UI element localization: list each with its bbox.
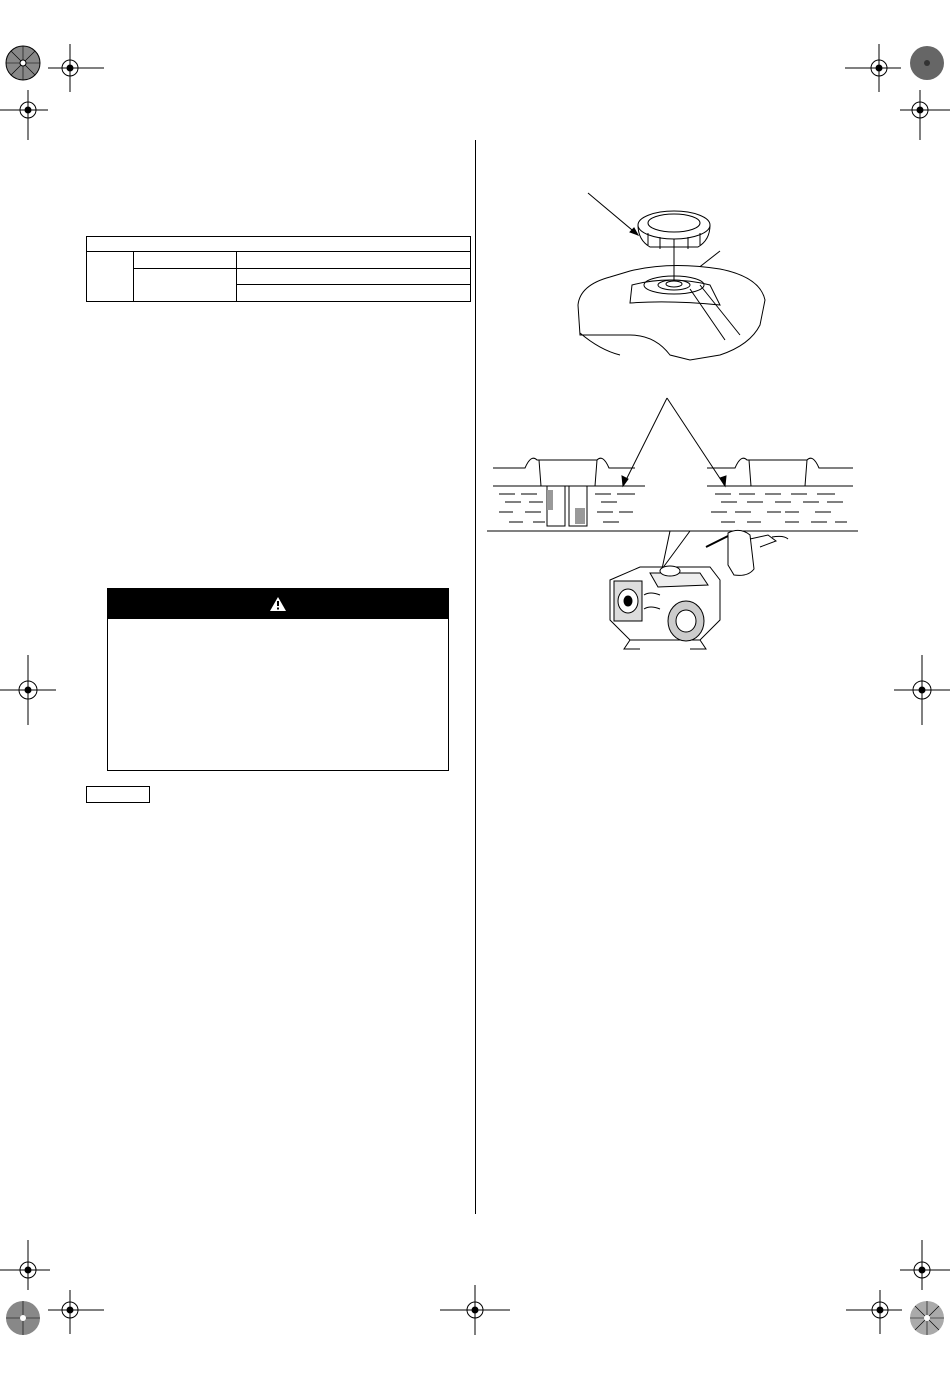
warning-header — [108, 589, 448, 619]
pointer-left — [623, 398, 667, 486]
column-divider — [475, 140, 476, 1214]
pointer-right — [667, 398, 725, 486]
registration-mark-right-middle-cross — [894, 655, 950, 725]
leader-line-cap — [588, 193, 638, 235]
warning-triangle-icon — [269, 596, 287, 612]
registration-mark-bottom-right-cross — [894, 1240, 950, 1290]
spec-table-row-label — [87, 252, 134, 301]
engine-refuel-illustration — [600, 525, 790, 655]
registration-mark-bottom-right-target — [840, 1290, 950, 1350]
registration-mark-right-upper-cross — [900, 90, 950, 140]
registration-mark-left-middle-cross — [0, 655, 56, 725]
spec-table-cell-b — [237, 252, 470, 269]
registration-mark-top-right-cross — [845, 44, 905, 94]
spec-table-cell-a — [134, 252, 237, 269]
registration-mark-bottom-left-cross — [0, 1240, 56, 1290]
registration-mark-top-left-cross — [48, 44, 108, 94]
registration-mark-left-upper-cross — [0, 90, 50, 140]
spec-table — [86, 236, 471, 302]
fuel-tank-cap-illustration — [570, 185, 780, 365]
notice-box — [86, 786, 150, 803]
fuel-level-illustration — [485, 390, 860, 540]
warning-box — [107, 588, 449, 771]
registration-mark-bottom-left-target — [0, 1290, 110, 1350]
spec-table-header-row — [87, 237, 470, 252]
registration-mark-bottom-center-cross — [440, 1285, 510, 1335]
spec-table-cell-d — [237, 269, 470, 285]
spec-table-cell-c — [134, 269, 237, 301]
